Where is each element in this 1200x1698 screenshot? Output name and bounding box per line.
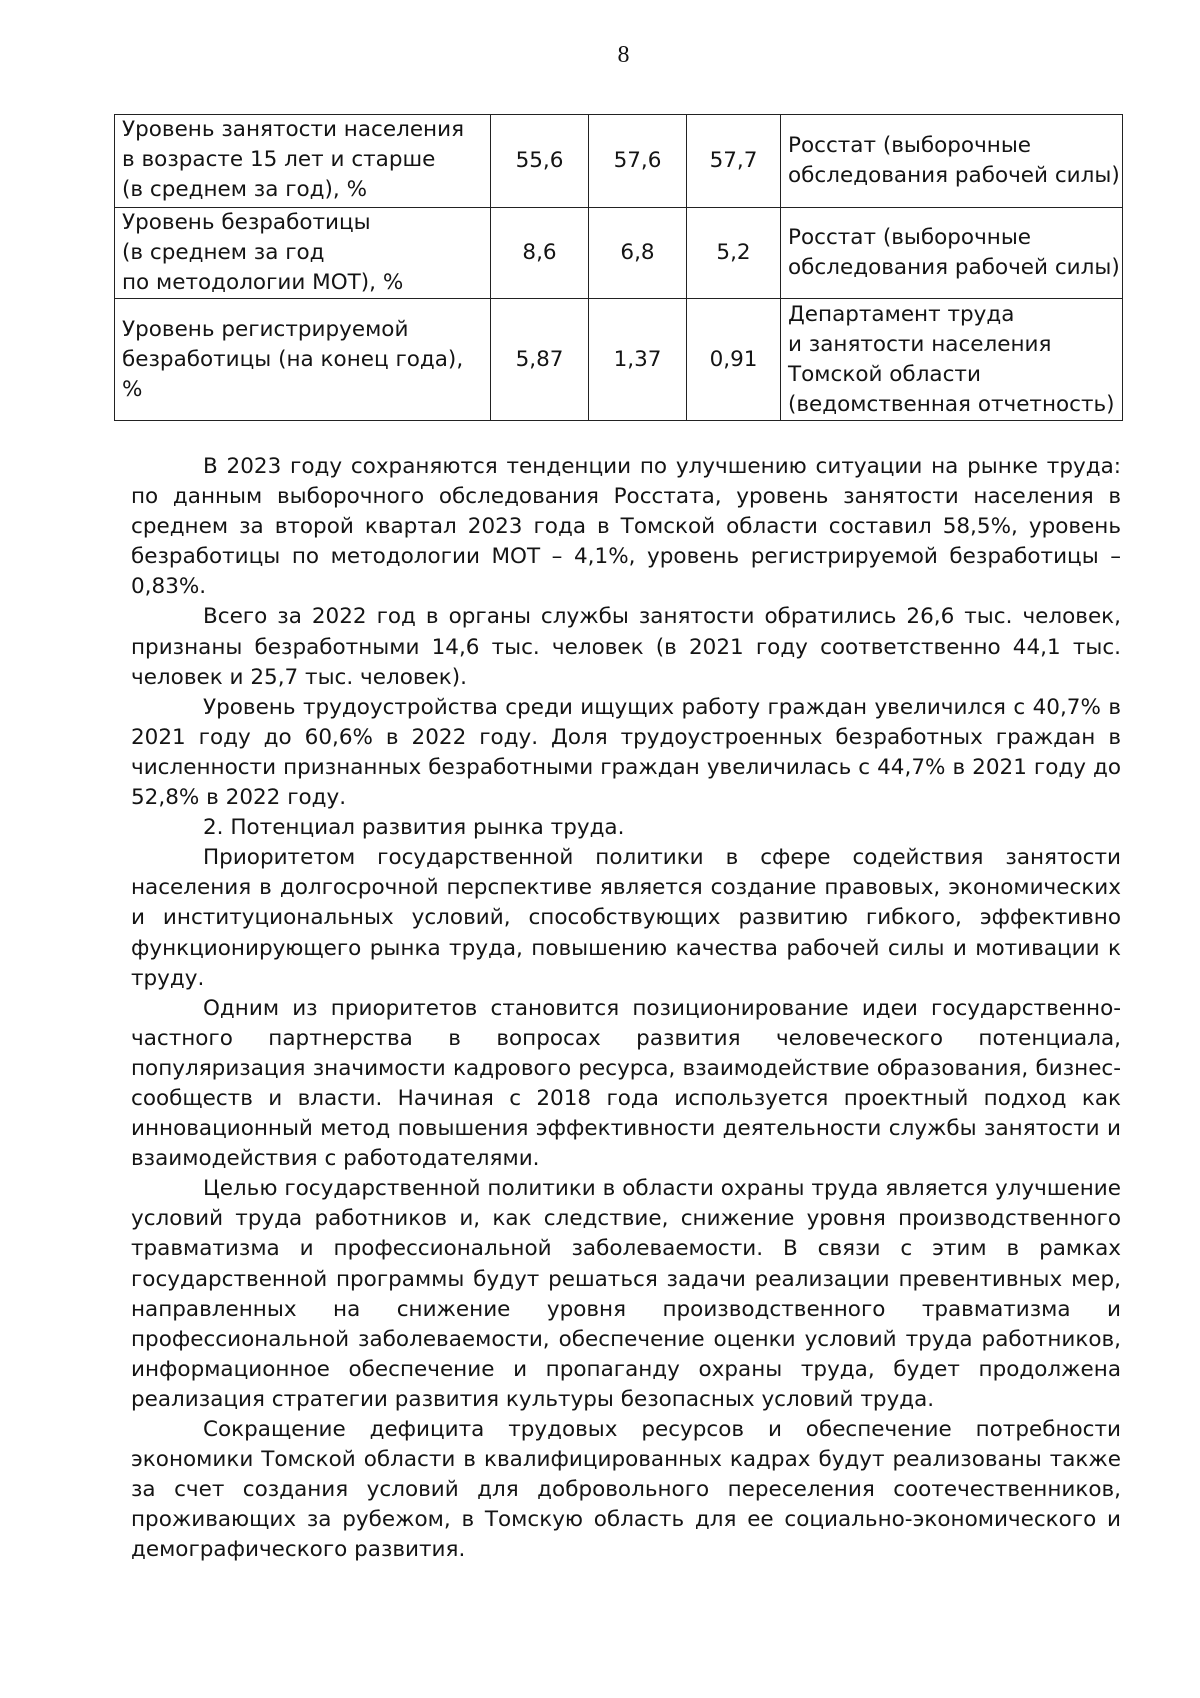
indicator-value-3: 0,91	[687, 299, 781, 421]
indicator-value-1: 5,87	[491, 299, 589, 421]
indicator-source: Департамент труда и занятости населения Томской области (ведомственная отчетность)	[781, 299, 1123, 421]
body-text	[131, 452, 1121, 1565]
table-row-registered-unemployment	[115, 299, 1123, 421]
indicator-name: Уровень безработицы (в среднем за год по методологии МОТ), %	[115, 208, 491, 299]
indicators-table	[114, 114, 1123, 421]
indicator-value-3: 5,2	[687, 208, 781, 299]
indicator-value-1: 55,6	[491, 115, 589, 208]
indicator-name: Уровень занятости населения в возрасте 15 лет и старше (в среднем за год), %	[115, 115, 491, 208]
indicator-name: Уровень регистрируемой безработицы (на конец года), %	[115, 299, 491, 421]
indicator-value-2: 57,6	[589, 115, 687, 208]
indicator-source: Росстат (выборочные обследования рабочей силы)	[781, 208, 1123, 299]
paragraph-employment-level: Уровень трудоустройства среди ищущих работу граждан увеличился с 40,7% в 2021 году до 60,6% в 2022 году. Доля трудоустроенных безработных граждан в численности признанных безработными граждан увеличилась с 44,7% в 2021 году до 52,8% в 2022 году.	[131, 694, 1121, 811]
paragraph-state-policy-priority: Приоритетом государственной политики в сфере содействия занятости населения в долгосрочной перспективе является создание правовых, экономических и институциональных условий, способствующих развитию гибкого, эффективно функционирующего рынка труда, повышению качества рабочей силы и мотивации к труду.	[131, 845, 1121, 991]
indicator-value-2: 1,37	[589, 299, 687, 421]
table-row-employment-rate	[115, 115, 1123, 208]
indicator-value-3: 57,7	[687, 115, 781, 208]
page-number: 8	[617, 42, 630, 68]
paragraph-labor-shortage: Сокращение дефицита трудовых ресурсов и обеспечение потребности экономики Томской области в квалифицированных кадрах будут реализованы также за счет создания условий для добровольного переселения соотечественников, проживающих за рубежом, в Томскую область для ее социально-экономического и демографического развития.	[131, 1417, 1121, 1563]
paragraph-labor-market-2023: В 2023 году сохраняются тенденции по улучшению ситуации на рынке труда: по данным выборочного обследования Росстата, уровень занятости населения в среднем за второй квартал 2023 года в Томской области составил 58,5%, уровень безработицы по методологии МОТ – 4,1%, уровень регистрируемой безработицы – 0,83%.	[131, 454, 1121, 600]
paragraph-employment-service-2022: Всего за 2022 год в органы службы занятости обратились 26,6 тыс. человек, признаны безработными 14,6 тыс. человек (в 2021 году соответственно 44,1 тыс. человек и 25,7 тыс. человек).	[131, 604, 1121, 690]
section-heading-labor-market-potential: 2. Потенциал развития рынка труда.	[203, 815, 625, 841]
indicator-value-2: 6,8	[589, 208, 687, 299]
paragraph-public-private-partnership: Одним из приоритетов становится позиционирование идеи государственно-частного партнерства в вопросах развития человеческого потенциала, популяризация значимости кадрового ресурса, взаимодействие образования, бизнес-сообществ и власти. Начиная с 2018 года используется проектный подход как инновационный метод повышения эффективности деятельности службы занятости и взаимодействия с работодателями.	[131, 995, 1121, 1172]
paragraph-labor-protection: Целью государственной политики в области охраны труда является улучшение условий труда работников и, как следствие, снижение уровня производственного травматизма и профессиональной заболеваемости. В связи с этим в рамках государственной программы будут решаться задачи реализации превентивных мер, направленных на снижение уровня производственного травматизма и профессиональной заболеваемости, обеспечение оценки условий труда работников, информационное обеспечение и пропаганду охраны труда, будет продолжена реализация стратегии развития культуры безопасных условий труда.	[131, 1176, 1121, 1412]
table-row-unemployment-rate	[115, 208, 1123, 299]
indicator-source: Росстат (выборочные обследования рабочей силы)	[781, 115, 1123, 208]
indicator-value-1: 8,6	[491, 208, 589, 299]
